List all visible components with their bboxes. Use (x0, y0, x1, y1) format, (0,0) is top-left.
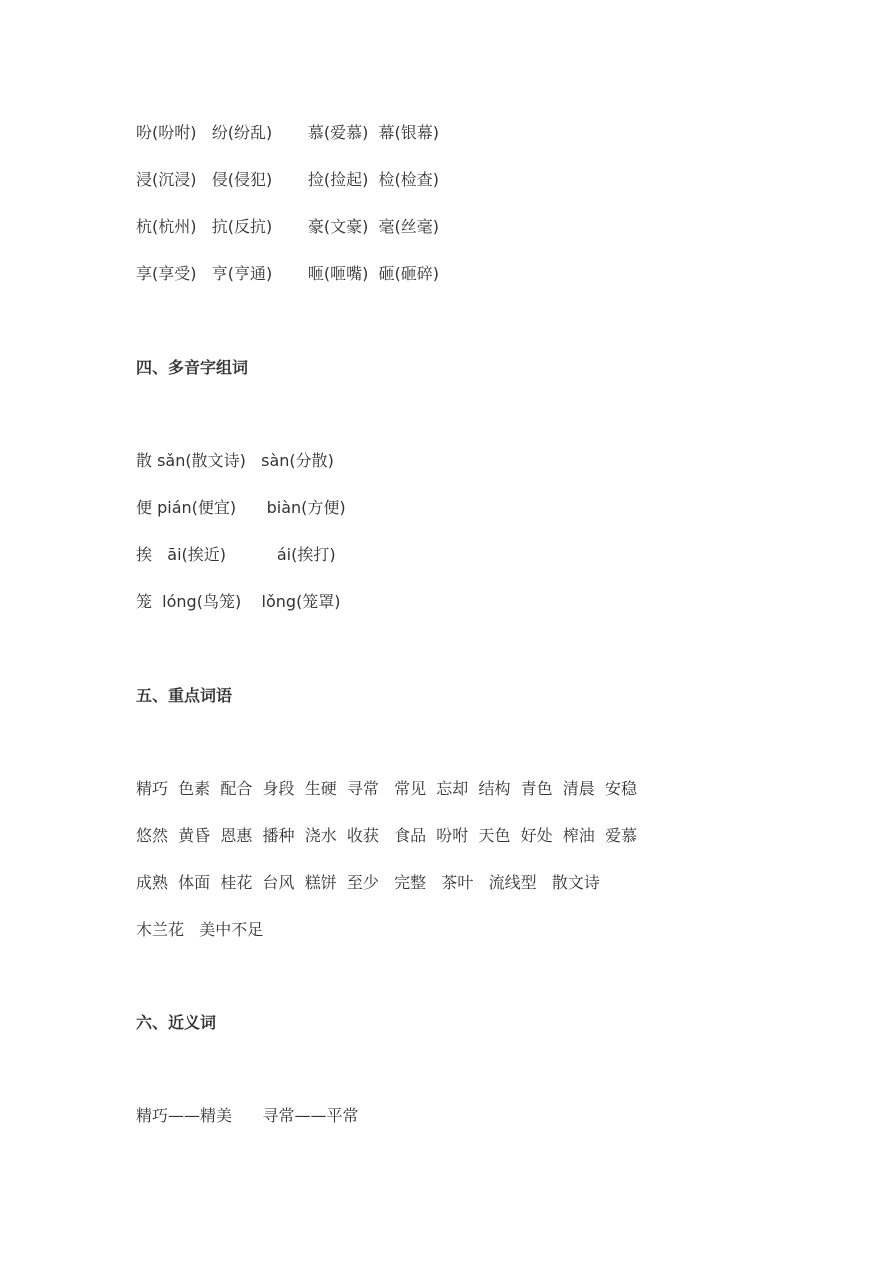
key-words-row: 木兰花 美中不足 (136, 920, 264, 939)
section-heading: 四、多音字组词 (136, 358, 249, 377)
polyphonic-row: 笼 lóng(鸟笼) lǒng(笼罩) (136, 592, 341, 611)
synonym-row: 精巧——精美 寻常——平常 (136, 1106, 359, 1125)
key-words-row: 悠然 黄昏 恩惠 播种 浇水 收获 食品 吩咐 天色 好处 榨油 爱慕 (136, 826, 637, 845)
word-pair-row: 享(享受) 亨(亨通) 咂(咂嘴) 砸(砸碎) (136, 264, 439, 283)
key-words-row: 精巧 色素 配合 身段 生硬 寻常 常见 忘却 结构 青色 清晨 安稳 (136, 779, 637, 798)
word-pair-row: 杭(杭州) 抗(反抗) 豪(文豪) 毫(丝毫) (136, 217, 439, 236)
word-pair-row: 浸(沉浸) 侵(侵犯) 捡(捡起) 检(检查) (136, 170, 439, 189)
key-words-row: 成熟 体面 桂花 台风 糕饼 至少 完整 茶叶 流线型 散文诗 (136, 873, 600, 892)
polyphonic-row: 散 sǎn(散文诗) sàn(分散) (136, 451, 334, 470)
word-pair-row: 吩(吩咐) 纷(纷乱) 慕(爱慕) 幕(银幕) (136, 123, 439, 142)
polyphonic-row: 便 pián(便宜) biàn(方便) (136, 498, 346, 517)
section-heading: 五、重点词语 (136, 686, 233, 705)
polyphonic-row: 挨 āi(挨近) ái(挨打) (136, 545, 336, 564)
section-heading: 六、近义词 (136, 1013, 217, 1032)
